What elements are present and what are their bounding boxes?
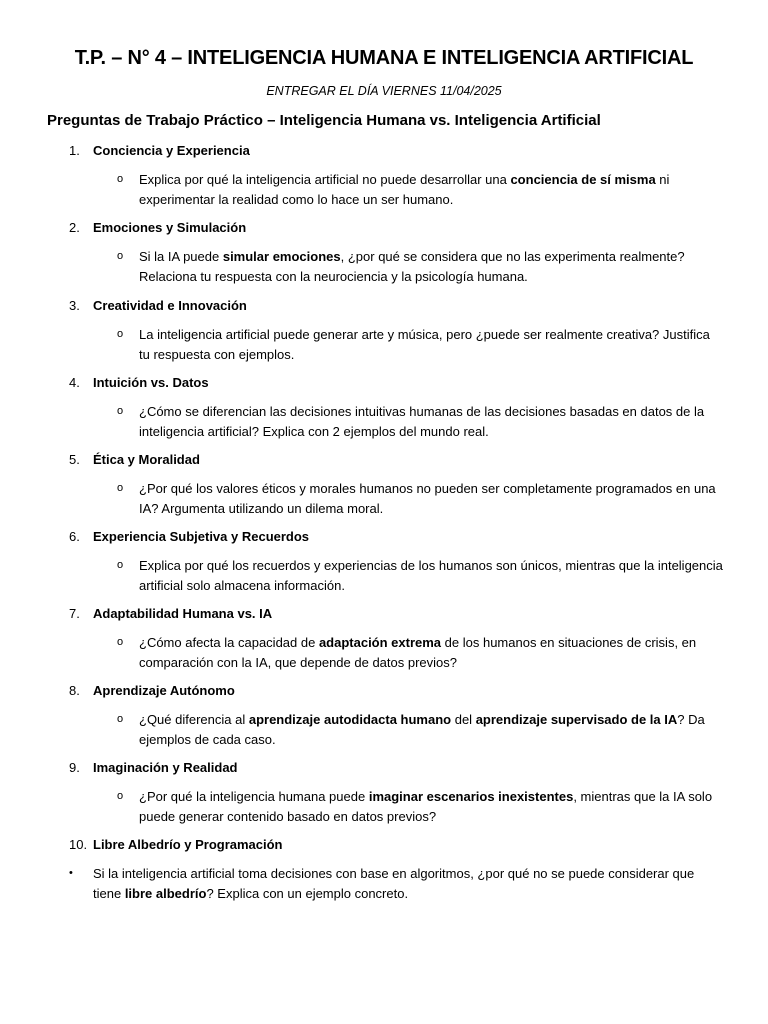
question-number: 5.: [69, 452, 80, 467]
emphasis-text: adaptación extrema: [318, 635, 442, 650]
question-text: [139, 556, 724, 595]
question-heading: [69, 450, 200, 469]
question-heading: [69, 527, 309, 546]
text-run: ¿Cómo afecta la capacidad de: [139, 635, 319, 650]
emphasis-text: libre albedrío: [124, 885, 207, 901]
text-run: Si la inteligencia artificial toma decisiones con base en algoritmos, ¿por qué no se puede considerar que tiene: [93, 866, 695, 901]
question-heading: [69, 604, 272, 623]
question-prompt: [117, 710, 724, 749]
question-number: 9.: [69, 760, 80, 775]
question-number: 1.: [69, 143, 80, 158]
text-run: La inteligencia artificial puede generar arte y música, pero ¿puede ser realmente creativa? Justifica tu respuesta con ejemplos.: [139, 327, 710, 362]
text-run: del: [451, 712, 476, 727]
emphasis-text: simular emociones: [222, 249, 341, 264]
text-run: Si la IA puede: [139, 249, 223, 264]
text-run: ? Da ejemplos de cada caso.: [139, 712, 705, 747]
text-run: ¿Qué diferencia al: [139, 712, 249, 727]
bullet-marker: o: [117, 405, 124, 417]
question-text: [139, 710, 724, 749]
question-prompt: [117, 170, 724, 209]
bullet-marker: o: [117, 482, 124, 494]
bullet-marker: •: [69, 867, 73, 879]
question-title: Imaginación y Realidad: [93, 760, 238, 775]
question-text: [139, 247, 724, 286]
question-prompt: [117, 787, 724, 826]
text-run: ¿Por qué los valores éticos y morales humanos no pueden ser completamente programados en una IA? Argumenta utilizando un dilema moral.: [139, 481, 716, 516]
question-text: [139, 170, 724, 209]
question-title: Creatividad e Innovación: [93, 298, 247, 313]
emphasis-text: conciencia de sí misma: [510, 172, 656, 187]
question-title: Adaptabilidad Humana vs. IA: [93, 606, 273, 621]
text-run: , ¿por qué se considera que no las experimenta realmente? Relaciona tu respuesta con la neurociencia y la psicología humana.: [139, 249, 685, 284]
emphasis-text: aprendizaje autodidacta humano: [248, 712, 452, 727]
question-title: Intuición vs. Datos: [93, 375, 209, 390]
question-prompt: [117, 633, 724, 672]
question-text: [139, 633, 724, 672]
question-number: 2.: [69, 220, 80, 235]
question-number: 6.: [69, 529, 80, 544]
question-prompt: [117, 247, 724, 286]
question-prompt: [69, 864, 723, 903]
question-text: [93, 864, 723, 903]
section-heading: Preguntas de Trabajo Práctico – Inteligencia Humana vs. Inteligencia Artificial: [47, 112, 601, 129]
question-heading: [69, 296, 247, 315]
delivery-date: ENTREGAR EL DÍA VIERNES 11/04/2025: [266, 84, 502, 98]
bullet-marker: o: [117, 713, 124, 725]
bullet-marker: o: [117, 790, 124, 802]
text-run: , mientras que la IA solo puede generar contenido basado en datos previos?: [139, 789, 713, 824]
question-title: Experiencia Subjetiva y Recuerdos: [93, 529, 310, 544]
text-run: ¿Por qué la inteligencia humana puede: [139, 789, 369, 804]
emphasis-text: imaginar escenarios inexistentes: [368, 789, 574, 804]
question-heading: [69, 218, 246, 237]
text-run: Explica por qué los recuerdos y experiencias de los humanos son únicos, mientras que la inteligencia artificial solo almacena información.: [139, 558, 723, 593]
question-title: Ética y Moralidad: [93, 452, 200, 467]
text-run: ¿Cómo se diferencian las decisiones intuitivas humanas de las decisiones basadas en datos de la inteligencia artificial? Explica con 2 ejemplos del mundo real.: [139, 404, 705, 439]
bullet-marker: o: [117, 173, 124, 185]
text-run: Explica por qué la inteligencia artificial no puede desarrollar una: [139, 172, 511, 187]
question-title: Conciencia y Experiencia: [93, 143, 250, 158]
bullet-marker: o: [117, 328, 124, 340]
emphasis-text: aprendizaje supervisado de la IA: [475, 712, 678, 727]
question-number: 8.: [69, 683, 80, 698]
question-text: [139, 479, 724, 518]
question-number: 10.: [69, 837, 88, 852]
question-heading: [69, 373, 209, 392]
text-run: ni experimentar la realidad como lo hace un ser humano.: [139, 172, 670, 207]
question-number: 7.: [69, 606, 80, 621]
document-title: T.P. – N° 4 – INTELIGENCIA HUMANA E INTELIGENCIA ARTIFICIAL: [74, 47, 694, 69]
text-run: ? Explica con un ejemplo concreto.: [206, 885, 409, 901]
question-text: [139, 325, 724, 364]
question-prompt: [117, 325, 724, 364]
question-prompt: [117, 556, 724, 595]
question-text: [139, 402, 724, 441]
question-title: Emociones y Simulación: [93, 220, 247, 235]
question-number: 3.: [69, 298, 80, 313]
question-title: Aprendizaje Autónomo: [93, 683, 235, 698]
text-run: de los humanos en situaciones de crisis, en comparación con la IA, que depende de datos previos?: [139, 635, 697, 670]
question-prompt: [117, 402, 724, 441]
question-prompt: [117, 479, 724, 518]
question-text: [139, 787, 724, 826]
bullet-marker: o: [117, 636, 124, 648]
bullet-marker: o: [117, 559, 124, 571]
question-heading: [69, 141, 250, 160]
question-title: Libre Albedrío y Programación: [93, 837, 283, 852]
question-heading: [69, 835, 283, 854]
question-number: 4.: [69, 375, 80, 390]
question-heading: [69, 758, 238, 777]
bullet-marker: o: [117, 250, 124, 262]
question-heading: [69, 681, 235, 700]
